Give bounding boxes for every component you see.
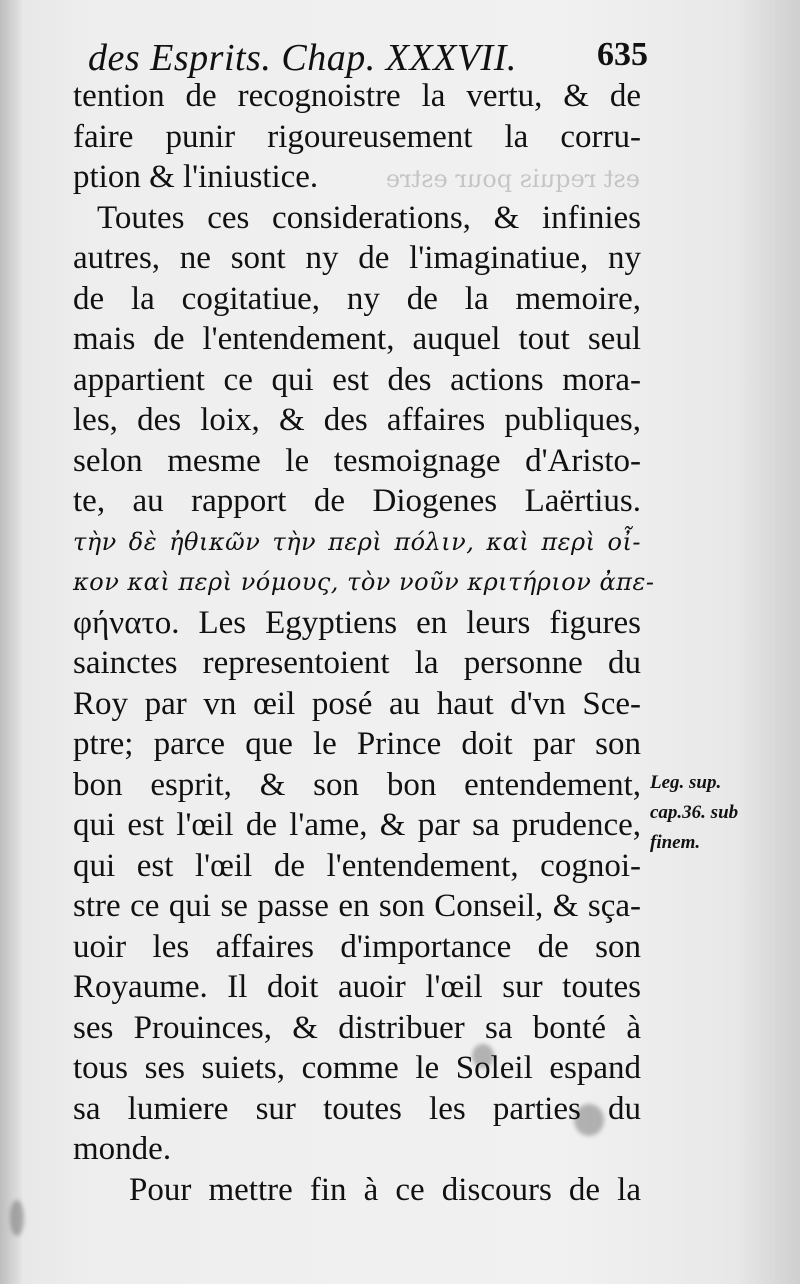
- text-line: les, des loix, & des affaires publiques,: [73, 402, 641, 438]
- text-line: ptre; parce que le Prince doit par son: [73, 726, 641, 762]
- text-line: ses Prouinces, & distribuer sa bonté à: [73, 1009, 641, 1046]
- margin-note-line: Leg. sup.: [650, 772, 722, 793]
- text-line: sainctes representoient la personne du: [73, 645, 641, 681]
- greek-quotation-line: τὴν δὲ ἠθικῶν τὴν περὶ πόλιν, καὶ περὶ οἶ-: [73, 527, 641, 556]
- text-line: mais de l'entendement, auquel tout seul: [73, 321, 641, 357]
- text-line: Roy par vn œil posé au haut d'vn Sce-: [73, 685, 641, 722]
- text-line: autres, ne sont ny de l'imaginatiue, ny: [73, 240, 641, 276]
- text-line: appartient ce qui est des actions mora-: [73, 361, 641, 398]
- bleed-through-text: est requis pour estre: [385, 165, 640, 193]
- text-line: uoir les affaires d'importance de son: [73, 928, 641, 965]
- text-line: de la cogitatiue, ny de la memoire,: [73, 280, 641, 317]
- text-line: qui est l'œil de l'entendement, cognoi-: [73, 847, 641, 884]
- margin-note-line: cap.36. sub: [650, 802, 739, 823]
- page-number: 635: [597, 36, 648, 73]
- text-line: te, au rapport de Diogenes Laërtius.: [73, 483, 641, 519]
- text-line: Royaume. Il doit auoir l'œil sur toutes: [73, 969, 641, 1005]
- ink-blot: [10, 1200, 24, 1236]
- text-line: φήνατο. Les Egyptiens en leurs figures: [73, 604, 641, 641]
- main-text-block: [73, 76, 655, 1210]
- text-line: ption & l'iniustice.: [73, 159, 319, 195]
- greek-quotation-line: κον καὶ περὶ νόμους, τὸν νοῦν κριτήριον ἀπε-: [73, 568, 655, 596]
- marginal-reference-note: [650, 768, 770, 858]
- text-line: tention de recognoistre la vertu, & de: [73, 78, 641, 114]
- page-edge-shadow: [0, 0, 22, 1284]
- paragraph-start-line: Toutes ces considerations, & infinies: [97, 199, 641, 236]
- margin-note-line: finem.: [650, 832, 701, 853]
- paragraph-start-line: Pour mettre fin à ce discours de la: [129, 1171, 641, 1208]
- text-line: monde.: [73, 1131, 172, 1167]
- text-line: qui est l'œil de l'ame, & par sa prudence,: [73, 807, 641, 843]
- text-line: selon mesme le tesmoignage d'Aristo-: [73, 442, 641, 479]
- text-line: bon esprit, & son bon entendement,: [73, 766, 641, 803]
- text-line: sa lumiere sur toutes les parties du: [73, 1090, 641, 1127]
- text-line: tous ses suiets, comme le Soleil espand: [73, 1050, 641, 1086]
- running-title: des Esprits. Chap. XXXVII.: [88, 37, 517, 79]
- text-line: stre ce qui se passe en son Conseil, & sça-: [73, 888, 641, 924]
- text-line: faire punir rigoureusement la corru-: [73, 118, 641, 155]
